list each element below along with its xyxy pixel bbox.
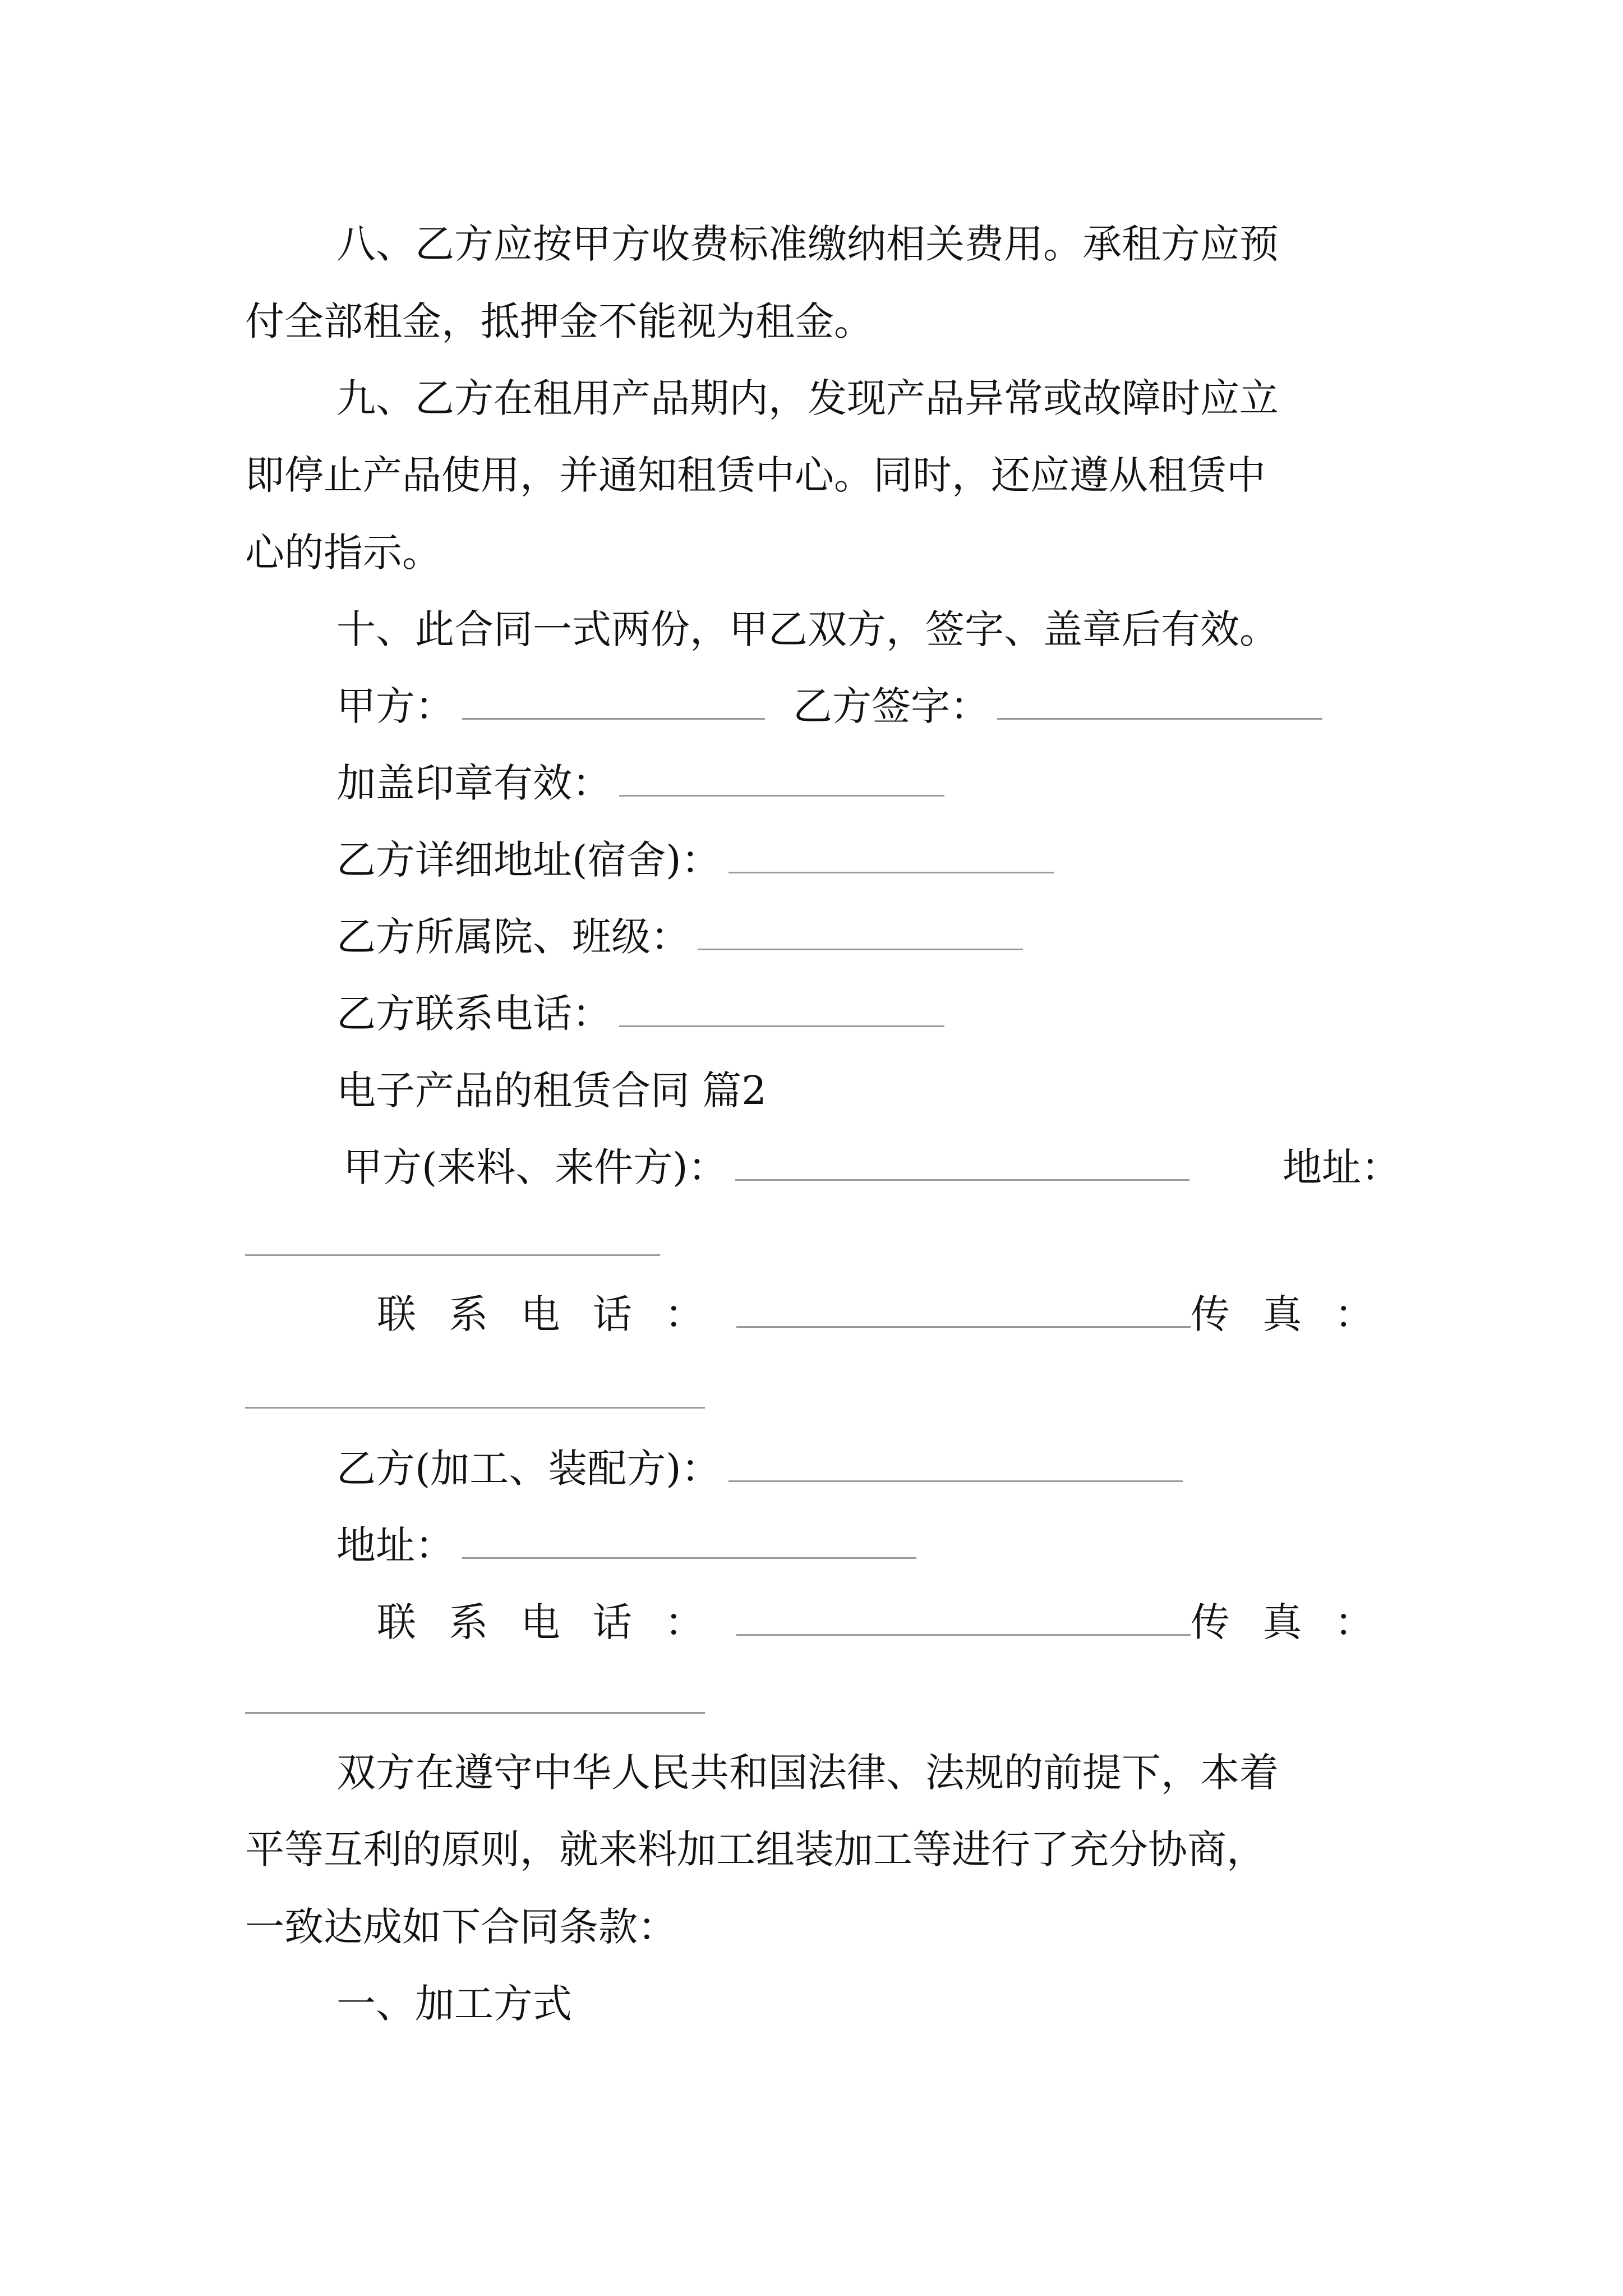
- party-b-sign-label: 乙方签字：: [793, 683, 989, 729]
- processor-phone-label: 联 系 电 话 ：: [377, 1599, 714, 1645]
- supplier-blank[interactable]: [735, 1179, 1189, 1181]
- party-a-signature-row: [336, 683, 1322, 729]
- supplier-address-label: 地址：: [1283, 1144, 1400, 1190]
- party-b-address-blank[interactable]: [728, 872, 1054, 873]
- processor-phone-fax-row: [377, 1599, 1384, 1645]
- supplier-fax-blank[interactable]: [245, 1407, 705, 1409]
- stamp-row: [336, 760, 944, 806]
- intro-line-2: 平等互利的原则，就来料加工组装加工等进行了充分协商，: [245, 1826, 1266, 1872]
- stamp-label: 加盖印章有效：: [336, 760, 611, 806]
- processor-address-label: 地址：: [336, 1522, 454, 1568]
- processor-fax-label: 传 真 ：: [1191, 1599, 1384, 1645]
- party-b-sign-blank[interactable]: [997, 718, 1322, 720]
- intro-line-3: 一致达成如下合同条款：: [245, 1904, 677, 1950]
- party-b-phone-row: [336, 991, 944, 1037]
- supplier-label-group: [343, 1144, 1189, 1190]
- supplier-phone-label: 联 系 电 话 ：: [377, 1291, 714, 1337]
- party-a-label: 甲方：: [336, 683, 454, 729]
- section-2-heading: 电子产品的租赁合同 篇2: [336, 1068, 767, 1114]
- party-b-address-row: [336, 837, 1054, 883]
- supplier-fax-label: 传 真 ：: [1191, 1291, 1384, 1337]
- processor-label: 乙方(加工、装配方)：: [336, 1446, 721, 1492]
- clause-9-line-2: 即停止产品使用，并通知租赁中心。同时，还应遵从租赁中: [245, 452, 1266, 498]
- supplier-label: 甲方(来料、来件方)：: [343, 1144, 727, 1190]
- clause-8-line-2: 付全部租金，抵押金不能视为租金。: [245, 298, 873, 344]
- party-a-blank[interactable]: [462, 718, 765, 720]
- party-b-college-row: [336, 914, 1023, 960]
- clause-9-line-3: 心的指示。: [245, 530, 441, 576]
- processor-phone-group: [377, 1599, 1191, 1645]
- processor-blank[interactable]: [728, 1480, 1183, 1482]
- processor-address-blank[interactable]: [462, 1557, 916, 1559]
- party-b-phone-blank[interactable]: [619, 1025, 944, 1027]
- party-b-college-label: 乙方所属院、班级：: [336, 914, 690, 960]
- clause-1-heading: 一、加工方式: [336, 1981, 572, 2027]
- supplier-address-blank[interactable]: [245, 1254, 660, 1256]
- stamp-blank[interactable]: [619, 795, 944, 797]
- party-b-college-blank[interactable]: [698, 949, 1023, 950]
- processor-address-row: [336, 1522, 916, 1568]
- processor-phone-blank[interactable]: [736, 1634, 1191, 1636]
- supplier-phone-fax-row: [377, 1291, 1384, 1337]
- supplier-phone-group: [377, 1291, 1191, 1337]
- processor-row: [336, 1446, 1183, 1492]
- supplier-phone-blank[interactable]: [736, 1326, 1191, 1328]
- intro-line-1: 双方在遵守中华人民共和国法律、法规的前提下，本着: [336, 1750, 1279, 1796]
- clause-9-line-1: 九、乙方在租用产品期内，发现产品异常或故障时应立: [336, 375, 1279, 421]
- party-b-phone-label: 乙方联系电话：: [336, 991, 611, 1037]
- party-b-address-label: 乙方详细地址(宿舍)：: [336, 837, 721, 883]
- processor-fax-blank[interactable]: [245, 1712, 705, 1714]
- clause-10-line-1: 十、此合同一式两份，甲乙双方，签字、盖章后有效。: [336, 606, 1279, 652]
- clause-8-line-1: 八、乙方应按甲方收费标准缴纳相关费用。承租方应预: [336, 221, 1279, 267]
- supplier-row: [343, 1144, 1400, 1190]
